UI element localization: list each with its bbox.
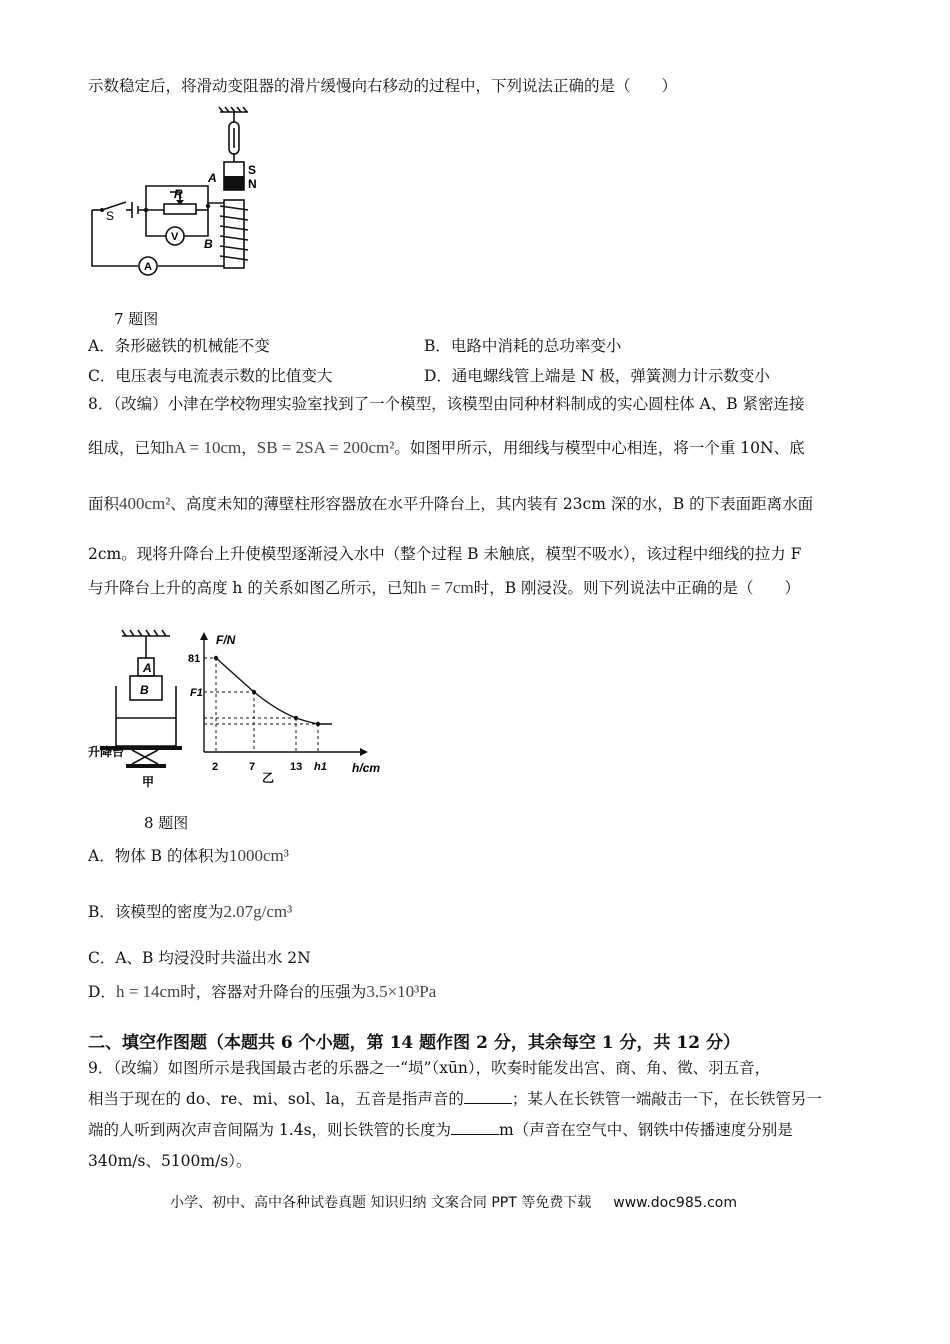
q9-line-3-tail: m（声音在空气中、钢铁中传播速度分别是 (499, 1121, 793, 1139)
y-tick-f1: F1 (190, 687, 203, 699)
data-point-3 (316, 722, 320, 726)
q7-option-a: A．条形磁铁的机械能不变 (88, 337, 270, 355)
q8-line-1: 8．（改编）小津在学校物理实验室找到了一个模型，该模型由同种材料制成的实心圆柱体 A、B 紧密连接 (88, 395, 805, 413)
q8-line-5 (88, 578, 800, 598)
math-ha: hA = 10cm (165, 438, 242, 457)
q8-sep: ， (241, 439, 257, 457)
label-s-pole: S (248, 163, 257, 177)
q8-line-2 (88, 438, 805, 458)
y-tick-81: 81 (188, 653, 201, 665)
q7-option-d: D．通电螺线管上端是 N 极，弹簧测力计示数变小 (424, 367, 770, 385)
math-h14: h = 14cm (115, 982, 181, 1001)
label-yi: 乙 (262, 771, 275, 785)
math-density: 2.07g/cm³ (223, 902, 293, 921)
label-platform: 升降台 (88, 745, 125, 759)
q8-line-4: 2cm。现将升降台上升使模型逐渐浸入水中（整个过程 B 未触底，模型不吸水），该过程中细线的拉力 F (88, 545, 802, 563)
q9-line-1: 9．（改编）如图所示是我国最古老的乐器之一“埙”（xūn），吹奏时能发出宫、商、角、徵、羽五音， (88, 1059, 771, 1077)
q7-caption: 7 题图 (114, 310, 159, 328)
q9-line-2 (88, 1089, 822, 1109)
q8-figure-jia (88, 628, 188, 788)
q8-line-5-tail: 时，B 刚浸没。则下列说法中正确的是（ ） (473, 579, 801, 597)
q9-line-3-text: 端的人听到两次声音间隔为 1.4s，则长铁管的长度为 (88, 1121, 452, 1139)
label-jia: 甲 (142, 775, 155, 789)
force-curve (216, 658, 332, 724)
q9-line-2-text: 相当于现在的 do、re、mi、sol、la，五音是指声音的 (88, 1090, 464, 1108)
q8-option-b (88, 902, 292, 922)
q7-option-b: B．电路中消耗的总功率变小 (424, 337, 622, 355)
math-area: 400cm² (119, 494, 171, 513)
x-axis-label: h/cm (352, 761, 381, 775)
label-cylinder-b: B (140, 683, 149, 697)
label-switch-s: S (106, 209, 115, 223)
q8-caption: 8 题图 (144, 814, 189, 832)
answer-blank-2[interactable] (451, 1120, 499, 1135)
math-pressure: 3.5×10³Pa (366, 982, 437, 1001)
label-n-pole: N (248, 177, 257, 191)
q9-line-2-tail: ；某人在长铁管一端敲击一下，在长铁管另一 (511, 1090, 822, 1108)
q7-stem: 示数稳定后，将滑动变阻器的滑片缓慢向右移动的过程中，下列说法正确的是（ ） (88, 77, 678, 95)
q8-option-a-text: A．物体 B 的体积为 (88, 847, 229, 865)
voltmeter-label: V (171, 231, 179, 243)
q8-option-a (88, 846, 289, 866)
math-volume: 1000cm³ (228, 846, 289, 865)
footer-text: 小学、初中、高中各种试卷真题 知识归纳 文案合同 PPT 等免费下载 (170, 1195, 592, 1211)
q8-option-d-prefix: D． (88, 983, 116, 1001)
math-sb: SB = 2SA = 200cm² (256, 438, 395, 457)
x-tick-2: 2 (212, 761, 219, 773)
q7-option-c: C．电压表与电流表示数的比值变大 (88, 367, 333, 385)
data-point-0 (214, 656, 218, 660)
x-tick-7: 7 (249, 761, 256, 773)
data-point-2 (294, 716, 298, 720)
label-magnet-a: A (208, 171, 217, 185)
label-rheostat-r: R (174, 187, 183, 201)
data-point-1 (252, 690, 256, 694)
q8-option-b-text: B．该模型的密度为 (88, 903, 224, 921)
q8-line-5-text: 与升降台上升的高度 h 的关系如图乙所示，已知 (88, 579, 418, 597)
footer-url: www.doc985.com (613, 1195, 737, 1211)
q9-line-4: 340m/s、5100m/s）。 (88, 1152, 252, 1170)
q8-line-3-text: 面积 (88, 495, 120, 513)
label-cylinder-a: A (143, 661, 152, 675)
ammeter-label: A (144, 261, 152, 273)
math-h7: h = 7cm (417, 578, 474, 597)
y-axis-label: F/N (216, 633, 236, 647)
q7-circuit-figure (88, 106, 268, 276)
answer-blank-1[interactable] (464, 1089, 512, 1104)
q8-option-d-text: 时，容器对升降台的压强为 (180, 983, 367, 1001)
q8-option-c: C．A、B 均浸没时共溢出水 2N (88, 949, 311, 967)
label-solenoid-b: B (204, 237, 213, 251)
q8-chart-yi (188, 630, 392, 790)
q9-line-3 (88, 1120, 793, 1140)
q8-option-d (88, 982, 436, 1002)
q8-line-3-tail: 、高度未知的薄壁柱形容器放在水平升降台上，其内装有 23cm 深的水，B 的下表面距离水面 (170, 495, 814, 513)
q8-line-3 (88, 494, 813, 514)
page-footer (170, 1192, 737, 1212)
x-tick-h1: h1 (314, 761, 327, 773)
q8-line-2-tail: 。如图甲所示，用细线与模型中心相连，将一个重 10N、底 (394, 439, 805, 457)
q8-line-2-text: 组成，已知 (88, 439, 166, 457)
section-2-title: 二、填空作图题（本题共 6 个小题，第 14 题作图 2 分，其余每空 1 分，共 12 分） (88, 1033, 740, 1053)
x-tick-13: 13 (290, 761, 303, 773)
